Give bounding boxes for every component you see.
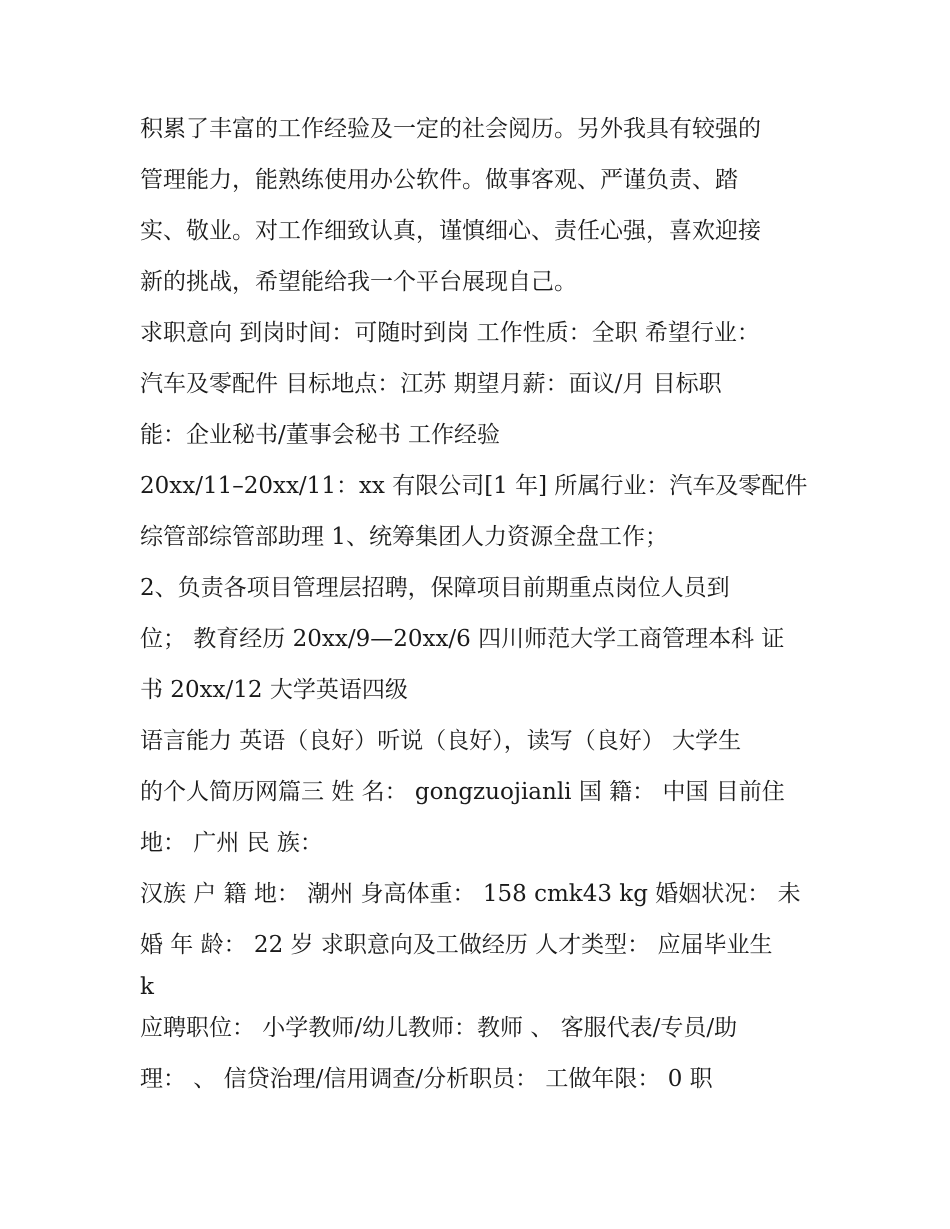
body-text [140,104,830,1105]
text-line: 婚 年 龄： 22 岁 求职意向及工做经历 人才类型： 应届毕业生 [140,932,773,958]
text-line: 语言能力 英语（良好）听说（良好），读写（良好） 大学生 [140,728,742,754]
text-line: 地： 广州 民 族： [140,830,323,856]
text-line: 管理能力，能熟练使用办公软件。做事客观、严谨负责、踏 [140,167,738,193]
text-line: k [140,974,154,1000]
text-line: 综管部综管部助理 1、统筹集团人力资源全盘工作； [140,524,668,550]
text-line: 实、敬业。对工作细致认真，谨慎细心、责任心强，喜欢迎接 [140,218,761,244]
text-line: 求职意向 到岗时间：可随时到岗 工作性质：全职 希望行业： [140,320,760,346]
text-line: 应聘职位： 小学教师/幼儿教师：教师 、 客服代表/专员/助 [140,1015,738,1041]
text-line: 20xx/11–20xx/11：xx 有限公司[1 年] 所属行业：汽车及零配件 [140,473,808,499]
text-line: 的个人简历网篇三 姓 名： gongzuojianli 国 籍： 中国 目前住 [140,779,785,805]
text-line: 书 20xx/12 大学英语四级 [140,677,408,703]
text-line: 汉族 户 籍 地： 潮州 身高体重： 158 cmk43 kg 婚姻状况： 未 [140,881,801,907]
text-line: 2、负责各项目管理层招聘，保障项目前期重点岗位人员到 [140,575,730,601]
text-line: 能：企业秘书/董事会秘书 工作经验 [140,422,501,448]
text-line: 位； 教育经历 20xx/9—20xx/6 四川师范大学工商管理本科 证 [140,626,785,652]
text-line: 新的挑战，希望能给我一个平台展现自己。 [140,269,577,295]
text-line: 汽车及零配件 目标地点：江苏 期望月薪：面议/月 目标职 [140,371,722,397]
text-line: 积累了丰富的工作经验及一定的社会阅历。另外我具有较强的 [140,116,761,142]
text-line: 理： 、 信贷治理/信用调查/分析职员： 工做年限： 0 职 [140,1066,713,1092]
